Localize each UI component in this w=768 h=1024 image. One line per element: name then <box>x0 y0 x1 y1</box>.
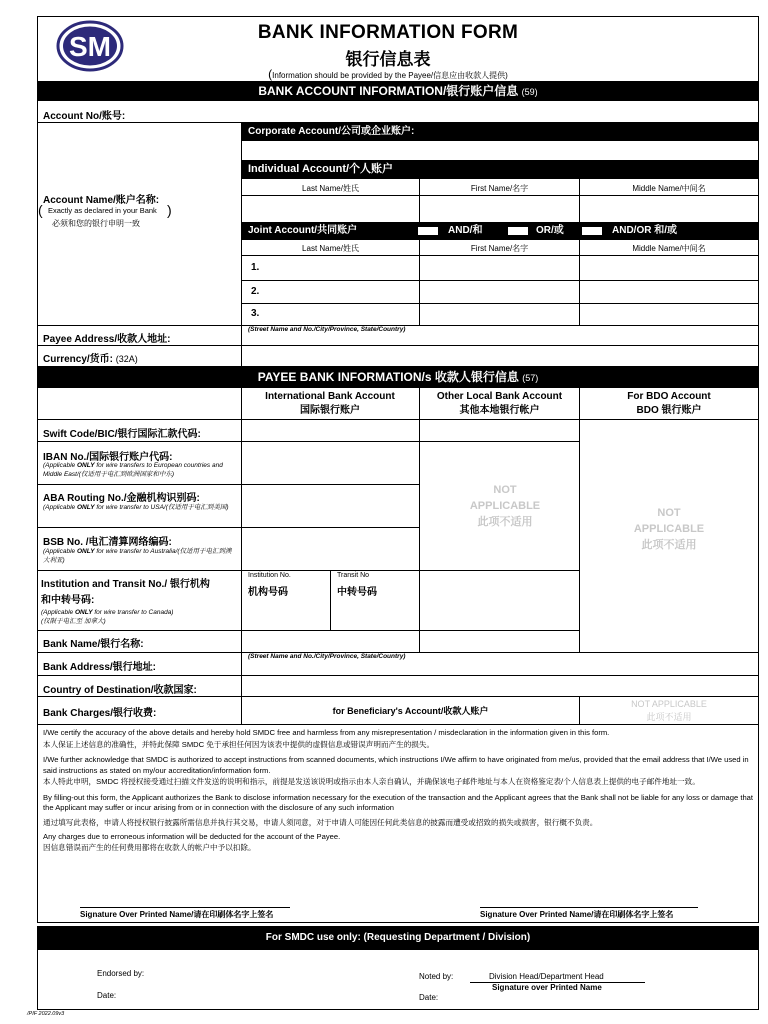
decl-4-cn: 因信息错误而产生的任何费用都将在收款人的帐户中予以扣除。 <box>43 842 256 852</box>
individual-last-name-header: Last Name/姓氏 <box>302 184 359 193</box>
bank-name-label: Bank Name/银行名称: <box>43 639 144 650</box>
decl-2-en: I/We further acknowledge that SMDC is authorized to accept instructions from scanned documents, which instructions I/We affirm to have originated from me/us, provided that the email address that I/We used in said instructions as stated on my/our accreditation/information form. <box>43 755 749 775</box>
andor-option-label: AND/OR 和/或 <box>612 225 677 236</box>
decl-2-cn: 本人特此申明，SMDC 将授权接受通过扫描文件发送的说明和指示，前提是发送该说明或指示由本人亲自确认，并确保该电子邮件地址与本人在资格鉴定表/个人信息表上提供的电子邮件地址一致。 <box>43 777 700 786</box>
bank-address-label: Bank Address/银行地址: <box>43 662 156 673</box>
and-option-label: AND/和 <box>448 225 483 236</box>
andor-checkbox[interactable] <box>582 227 602 235</box>
col-bdo-header: For BDO Account BDO 银行账户 <box>627 391 711 416</box>
joint-last-name-header: Last Name/姓氏 <box>302 244 359 253</box>
bsb-note: (Applicable ONLY for wire transfer to Australia/(仅适用于电汇到澳大利亚) <box>43 548 232 564</box>
col-international-header: International Bank Account 国际银行账户 <box>265 391 395 416</box>
account-name-label: Account Name/账户名称: <box>43 195 160 206</box>
bank-account-info-bar: BANK ACCOUNT INFORMATION/银行账户信息 (59) <box>37 81 759 101</box>
transit-no-cn: 中转号码 <box>337 587 377 598</box>
form-code: /PIF 2022.09v3 <box>27 1011 65 1017</box>
bdo-not-applicable: NOT APPLICABLE 此项不适用 <box>633 507 705 551</box>
corporate-account-bar: Corporate Account/公司或企业账户: <box>242 123 759 141</box>
payee-address-hint: (Street Name and No./City/Province, State/Country) <box>248 326 406 333</box>
swift-code-label: Swift Code/BIC/银行国际汇款代码: <box>43 429 201 440</box>
account-name-note-en: Exactly as declared in your Bank <box>48 206 157 215</box>
individual-middle-name-header: Middle Name/中间名 <box>632 184 706 193</box>
bsb-label: BSB No. /电汇清算网络编码: <box>43 537 172 548</box>
internal-use-bar: For SMDC use only: (Requesting Department / Division) <box>37 926 759 950</box>
decl-4-en: Any charges due to erroneous information will be deducted for the account of the Payee. <box>43 832 341 841</box>
or-option-label: OR/或 <box>536 225 564 236</box>
institution-note: (Applicable ONLY for wire transfer to Canada) (仅限于电汇至 加拿大) <box>41 609 174 625</box>
payee-bank-info-bar: PAYEE BANK INFORMATION/s 收款人银行信息 (57) <box>37 366 759 388</box>
sm-logo <box>56 20 124 72</box>
aba-note: (Applicable ONLY for wire transfer to USA/(仅适用于电汇到美国) <box>43 504 229 511</box>
aba-routing-label: ABA Routing No./金融机构识别码: <box>43 493 200 504</box>
joint-row-2: 2. <box>251 286 260 297</box>
payee-note: (Information should be provided by the Payee/信息应由收款人提供) <box>268 67 508 81</box>
joint-middle-name-header: Middle Name/中间名 <box>632 244 706 253</box>
decl-1-cn: 本人保证上述信息的准确性，并特此保障 SMDC 免于承担任何因为该表中提供的虚假信息或错误声明而产生的损失。 <box>43 739 435 749</box>
decl-3-en: By filling-out this form, the Applicant authorizes the Bank to disclose information necessary for the execution of the transaction and the Applicant agrees that the Bank shall not be liable for any loss or damage that the Applicant may suffer or incur arising from or in connection with the disclosure of any such information <box>43 792 754 812</box>
noted-by-label: Noted by: <box>419 972 454 981</box>
institution-transit-label: Institution and Transit No./ 银行机构 和中转号码: <box>41 579 210 606</box>
bank-charges-value: for Beneficiary's Account/收款人账户 <box>332 706 489 716</box>
transit-no-en: Transit No <box>337 572 370 579</box>
declarations <box>43 728 753 853</box>
signature-right-label: Signature Over Printed Name/请在印刷体名字上签名 <box>480 910 674 919</box>
individual-first-name-header: First Name/名字 <box>470 184 529 193</box>
local-not-applicable: NOT APPLICABLE 此项不适用 <box>469 484 541 528</box>
country-destination-label: Country of Destination/收款国家: <box>43 685 197 696</box>
joint-account-label: Joint Account/共同账户 <box>248 225 358 236</box>
joint-row-3: 3. <box>251 308 260 319</box>
division-head-label: Division Head/Department Head <box>489 972 604 981</box>
decl-1-en: I/We certify the accuracy of the above details and hereby hold SMDC free and harmless from any misrepresentation / misdeclaration in the information given in this form. <box>43 728 610 737</box>
account-name-note-cn: 必须和您的银行申明一致 <box>52 219 140 228</box>
joint-first-name-header: First Name/名字 <box>470 244 529 253</box>
signature-printed-name-label: Signature over Printed Name <box>492 983 602 992</box>
joint-account-bar <box>242 222 759 240</box>
and-checkbox[interactable] <box>418 227 438 235</box>
date-left-label: Date: <box>97 991 117 1000</box>
bank-charges-label: Bank Charges/银行收费: <box>43 708 157 719</box>
account-no-label: Account No/账号: <box>43 111 126 122</box>
col-local-header: Other Local Bank Account 其他本地银行帐户 <box>436 391 563 416</box>
individual-account-bar: Individual Account/个人账户 <box>242 160 759 179</box>
bank-address-hint: (Street Name and No./City/Province, State/Country) <box>248 653 406 660</box>
or-checkbox[interactable] <box>508 227 528 235</box>
iban-note: (Applicable ONLY for wire transfers to European countries and Middle East/(仅适用于电汇到欧洲国家和中东) <box>43 462 223 478</box>
form-title-en: BANK INFORMATION FORM <box>257 22 519 43</box>
decl-3-cn: 通过填写此表格，申请人将授权银行披露所需信息并执行其交易，申请人须同意，对于申请人可能因任何此类信息的披露而遭受或招致的损失或损害，银行概不负责。 <box>43 817 598 827</box>
institution-no-cn: 机构号码 <box>248 587 288 598</box>
payee-address-label: Payee Address/收款人地址: <box>43 334 171 345</box>
institution-no-en: Institution No. <box>248 572 291 579</box>
joint-row-1: 1. <box>251 262 260 273</box>
svg-text:SM: SM <box>69 31 111 62</box>
endorsed-by-label: Endorsed by: <box>97 969 145 978</box>
currency-label: Currency/货币: (32A) <box>43 354 138 365</box>
date-right-label: Date: <box>419 993 439 1002</box>
charges-not-applicable: NOT APPLICABLE 此项不适用 <box>631 699 707 722</box>
form-title-cn: 银行信息表 <box>345 50 431 69</box>
iban-label: IBAN No./国际银行账户代码: <box>43 452 173 463</box>
signature-left-label: Signature Over Printed Name/请在印刷体名字上签名 <box>80 910 274 919</box>
